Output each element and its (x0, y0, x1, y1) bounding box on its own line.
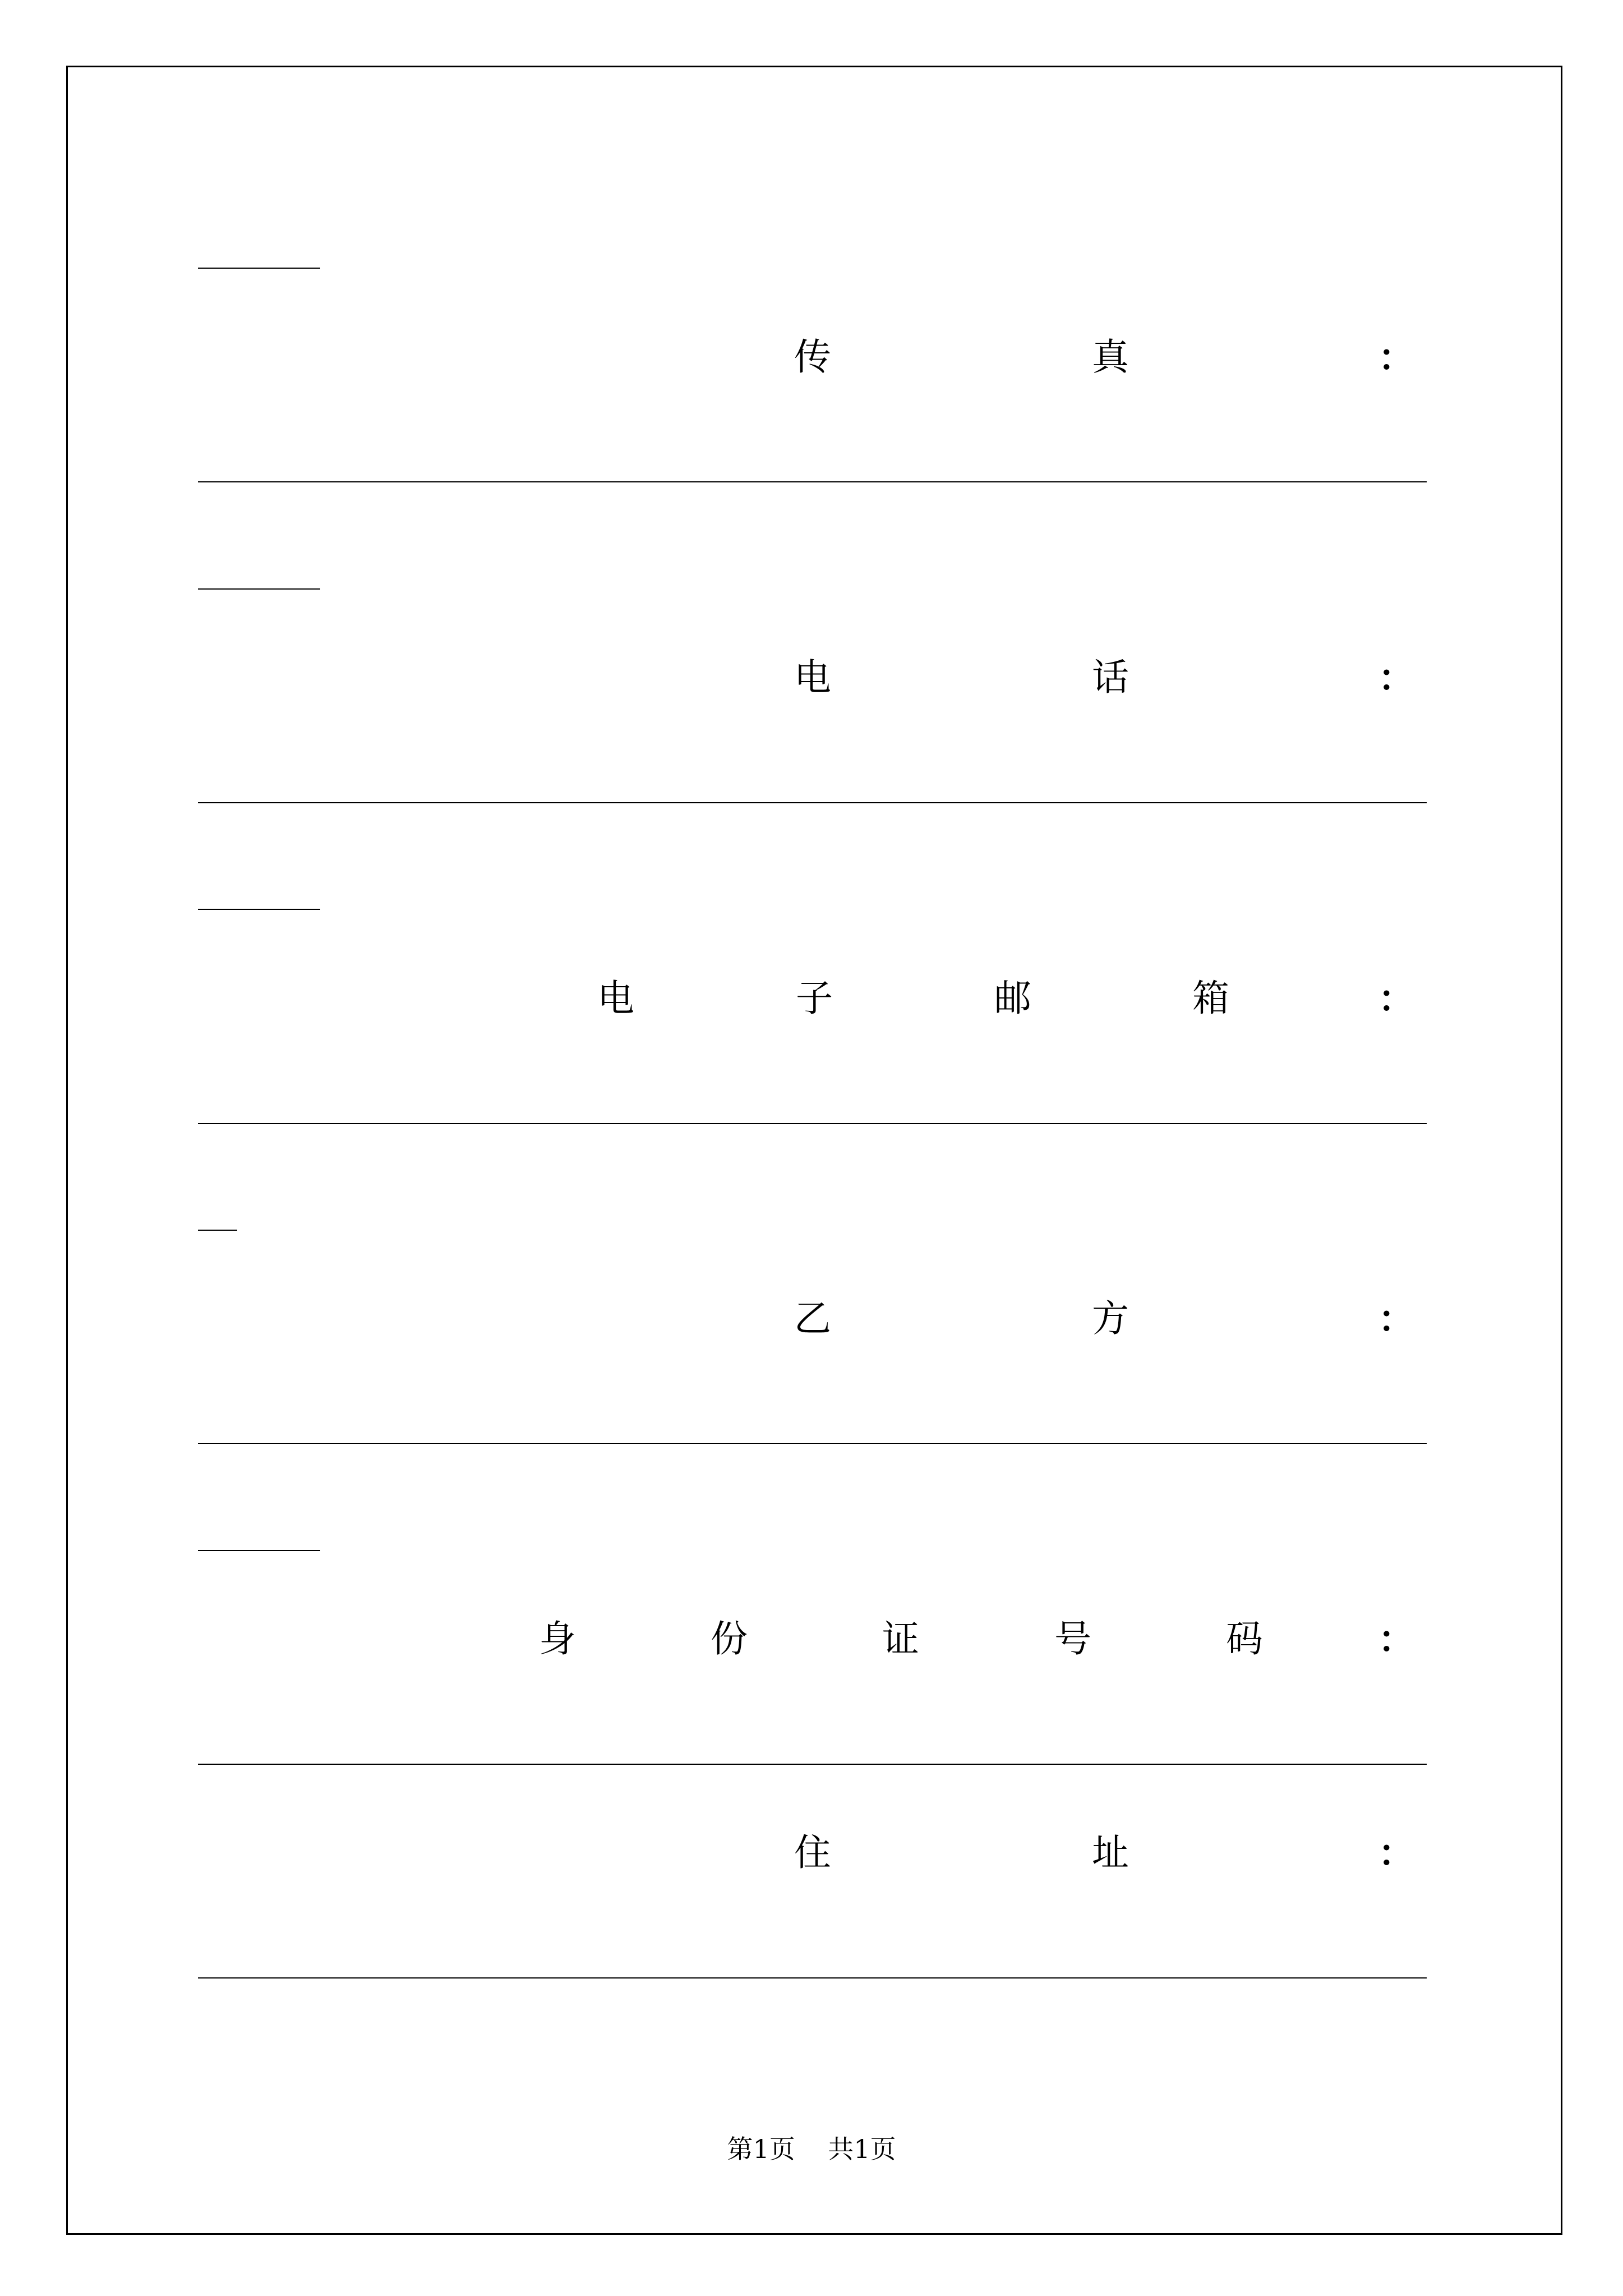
email-label (198, 976, 1427, 1021)
label-colon: ： (1378, 335, 1415, 379)
label-char: 传 (794, 335, 831, 379)
email-blank-line[interactable] (198, 1123, 1427, 1124)
address-label (198, 1830, 1427, 1875)
label-char: 邮 (994, 977, 1031, 1020)
label-char: 电 (794, 656, 831, 699)
fax-blank-line[interactable] (198, 481, 1427, 482)
label-char: 份 (711, 1617, 748, 1660)
label-char: 证 (882, 1617, 919, 1660)
party-b-label (198, 1296, 1427, 1341)
label-char: 电 (597, 977, 634, 1020)
blank-line-continuation (198, 588, 320, 590)
fax-label (198, 335, 1427, 380)
blank-line-continuation (198, 268, 320, 269)
label-colon: ： (1378, 1617, 1415, 1661)
party-b-blank-line[interactable] (198, 1443, 1427, 1444)
label-colon: ： (1378, 1831, 1415, 1875)
label-char: 箱 (1192, 977, 1229, 1020)
id-number-blank-line[interactable] (198, 1764, 1427, 1765)
label-char: 码 (1226, 1617, 1263, 1660)
page-border (66, 66, 1562, 2235)
label-char: 真 (1092, 335, 1129, 379)
label-colon: ： (1378, 977, 1415, 1020)
label-char: 子 (796, 977, 833, 1020)
label-char: 方 (1092, 1297, 1129, 1340)
blank-line-continuation (198, 909, 320, 910)
label-char: 住 (794, 1831, 831, 1874)
phone-label (198, 655, 1427, 700)
label-char: 号 (1054, 1617, 1091, 1660)
address-blank-line[interactable] (198, 1977, 1427, 1978)
id-number-label (198, 1617, 1427, 1662)
label-char: 乙 (794, 1297, 831, 1340)
label-colon: ： (1378, 656, 1415, 700)
blank-line-continuation (198, 1550, 320, 1551)
blank-line-continuation (198, 1230, 237, 1231)
page-number-footer: 第1页 共1页 (727, 2134, 896, 2164)
label-colon: ： (1378, 1297, 1415, 1341)
phone-blank-line[interactable] (198, 802, 1427, 803)
label-char: 话 (1092, 656, 1129, 699)
label-char: 址 (1092, 1831, 1129, 1874)
label-char: 身 (539, 1617, 576, 1660)
